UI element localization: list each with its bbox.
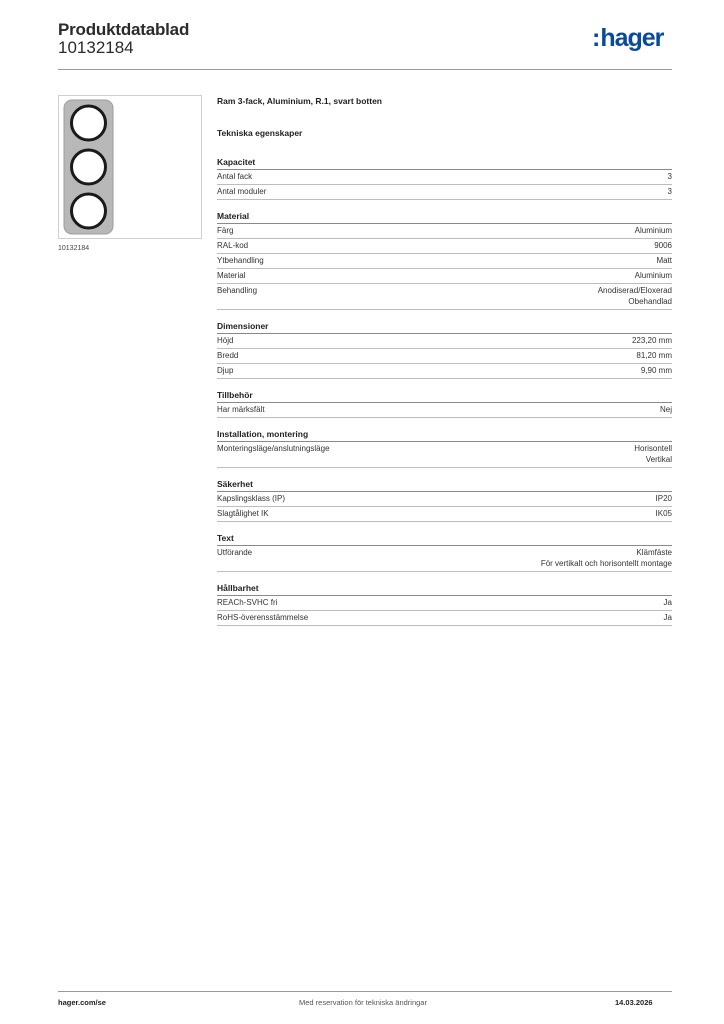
spec-key: Djup <box>217 366 234 375</box>
spec-section <box>217 390 672 418</box>
section-title: Installation, montering <box>217 429 672 442</box>
spec-row <box>217 224 672 239</box>
logo-text: hager <box>600 24 664 52</box>
spec-value <box>668 186 672 197</box>
spec-value <box>656 255 672 266</box>
spec-row <box>217 254 672 269</box>
spec-sections <box>217 157 672 626</box>
spec-value-line: Nej <box>659 405 672 414</box>
spec-row <box>217 269 672 284</box>
product-code: 10132184 <box>58 38 134 57</box>
section-title: Hållbarhet <box>217 583 672 596</box>
spec-heading: Tekniska egenskaper <box>217 128 303 138</box>
spec-value-line: 9006 <box>654 241 672 250</box>
spec-key: Färg <box>217 226 234 235</box>
spec-row <box>217 546 672 572</box>
spec-value <box>632 335 672 346</box>
spec-section <box>217 157 672 200</box>
spec-value-line: Vertikal <box>645 455 672 464</box>
spec-value-line: Ja <box>663 598 672 607</box>
spec-value-line: Matt <box>656 256 672 265</box>
header-divider <box>58 69 672 70</box>
section-title: Text <box>217 533 672 546</box>
spec-value-line: 81,20 mm <box>636 351 672 360</box>
frame-illustration <box>59 96 201 238</box>
spec-key: Har märksfält <box>217 405 265 414</box>
spec-row <box>217 334 672 349</box>
spec-value <box>636 350 672 361</box>
spec-value-line: 3 <box>667 187 672 196</box>
spec-row <box>217 170 672 185</box>
spec-key: Slagtålighet IK <box>217 509 269 518</box>
footer-date: 14.03.2026 <box>615 998 653 1007</box>
spec-value <box>654 240 672 251</box>
spec-value <box>598 285 672 307</box>
spec-key: Antal moduler <box>217 187 267 196</box>
spec-value <box>641 365 672 376</box>
spec-key: Utförande <box>217 548 253 557</box>
spec-value <box>541 547 672 569</box>
spec-row <box>217 611 672 626</box>
spec-key: Antal fack <box>217 172 253 181</box>
spec-key: Material <box>217 271 246 280</box>
frame-opening-2 <box>72 150 106 184</box>
hager-logo <box>592 26 663 51</box>
spec-value <box>664 597 672 608</box>
spec-value-line: Ja <box>663 613 672 622</box>
spec-key: Ytbehandling <box>217 256 264 265</box>
footer-website: hager.com/se <box>58 998 106 1007</box>
spec-row <box>217 442 672 468</box>
spec-row <box>217 403 672 418</box>
spec-value <box>664 612 672 623</box>
frame-opening-3 <box>72 194 106 228</box>
spec-row <box>217 349 672 364</box>
frame-opening-1 <box>72 106 106 140</box>
spec-value-line: Klämfäste <box>636 548 672 557</box>
spec-key: Bredd <box>217 351 239 360</box>
spec-section <box>217 429 672 468</box>
spec-key: Höjd <box>217 336 234 345</box>
spec-value <box>635 270 672 281</box>
spec-value-line: Anodiserad/Eloxerad <box>597 286 672 295</box>
spec-value <box>660 404 672 415</box>
spec-section <box>217 321 672 379</box>
spec-value <box>668 171 672 182</box>
spec-value <box>656 493 672 504</box>
spec-value-line: IP20 <box>655 494 672 503</box>
section-title: Säkerhet <box>217 479 672 492</box>
spec-value-line: Aluminium <box>634 226 672 235</box>
spec-value-line: Obehandlad <box>628 297 672 306</box>
logo-mark: : <box>592 24 600 52</box>
section-title: Dimensioner <box>217 321 672 334</box>
spec-value <box>635 225 672 236</box>
spec-row <box>217 507 672 522</box>
product-name: Ram 3-fack, Aluminium, R.1, svart botten <box>217 96 382 106</box>
spec-section <box>217 479 672 522</box>
spec-value-line: 223,20 mm <box>631 336 672 345</box>
spec-value-line: 9,90 mm <box>640 366 672 375</box>
spec-row <box>217 492 672 507</box>
spec-key: RoHS-överensstämmelse <box>217 613 309 622</box>
footer-disclaimer: Med reservation för tekniska ändringar <box>299 998 427 1007</box>
page-title: Produktdatablad <box>58 20 190 39</box>
spec-value-line: 3 <box>667 172 672 181</box>
spec-row <box>217 239 672 254</box>
spec-section <box>217 211 672 310</box>
image-caption: 10132184 <box>58 245 90 252</box>
spec-row <box>217 284 672 310</box>
spec-value <box>634 443 672 465</box>
spec-key: REACh-SVHC fri <box>217 598 278 607</box>
spec-value-line: Horisontell <box>634 444 672 453</box>
spec-section <box>217 533 672 572</box>
spec-value <box>656 508 672 519</box>
spec-key: Monteringsläge/anslutningsläge <box>217 444 330 453</box>
section-title: Tillbehör <box>217 390 672 403</box>
spec-value-line: Aluminium <box>634 271 672 280</box>
spec-key: Behandling <box>217 286 258 295</box>
footer-divider <box>58 991 672 992</box>
section-title: Material <box>217 211 672 224</box>
spec-value-line: För vertikalt och horisontellt montage <box>540 559 672 568</box>
spec-key: RAL-kod <box>217 241 249 250</box>
spec-row <box>217 185 672 200</box>
spec-key: Kapslingsklass (IP) <box>217 494 286 503</box>
spec-row <box>217 596 672 611</box>
spec-content <box>217 96 672 626</box>
product-image <box>58 95 202 239</box>
spec-value-line: IK05 <box>655 509 672 518</box>
spec-row <box>217 364 672 379</box>
section-title: Kapacitet <box>217 157 672 170</box>
spec-section <box>217 583 672 626</box>
